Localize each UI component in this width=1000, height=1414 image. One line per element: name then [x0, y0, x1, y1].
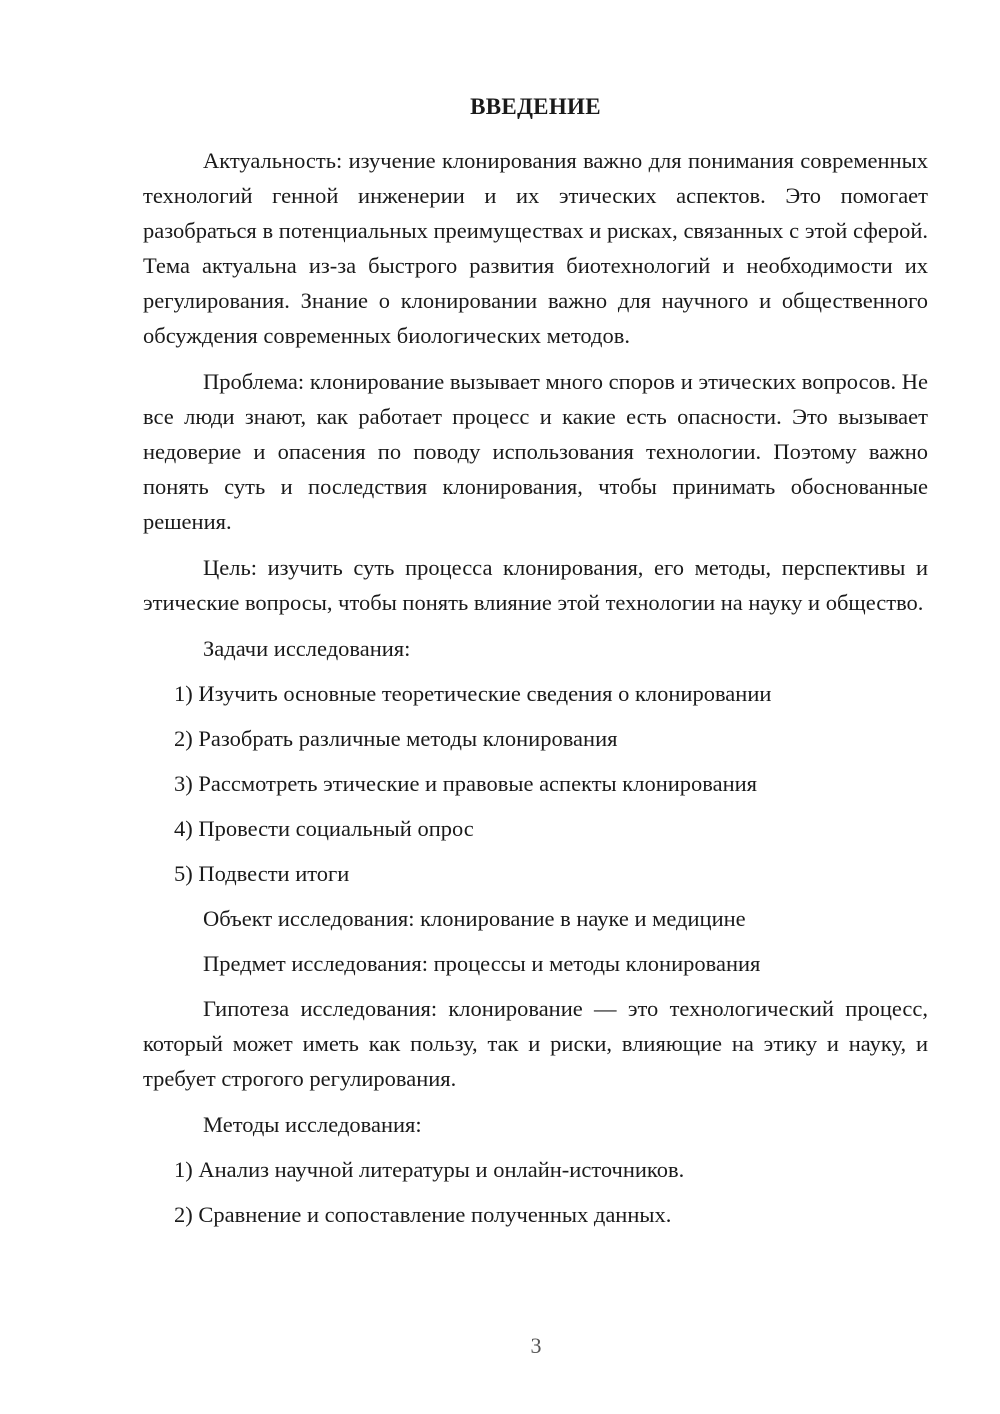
method-item: 2) Сравнение и сопоставление полученных данных.	[174, 1202, 672, 1227]
hypothesis-paragraph: Гипотеза исследования: клонирование — это технологический процесс, который может иметь как пользу, так и риски, влияющие на этику и науку, и требует строгого регулирования.	[143, 996, 928, 1091]
task-item: 3) Рассмотреть этические и правовые аспекты клонирования	[174, 771, 758, 796]
problem-paragraph: Проблема: клонирование вызывает много споров и этических вопросов. Не все люди знают, как работает процесс и какие есть опасности. Это вызывает недоверие и опасения по поводу использования технологии. Поэтому важно понять суть и последствия клонирования, чтобы принимать обоснованные решения.	[143, 369, 928, 534]
method-item: 1) Анализ научной литературы и онлайн-источников.	[174, 1157, 685, 1182]
task-item: 4) Провести социальный опрос	[174, 816, 474, 841]
relevance-paragraph: Актуальность: изучение клонирования важно для понимания современных технологий генной инженерии и их этических аспектов. Это помогает разобраться в потенциальных преимуществах и рисках, связанных с этой сферой. Тема актуальна из-за быстрого развития биотехнологий и необходимости их регулирования. Знание о клонировании важно для научного и общественного обсуждения современных биологических методов.	[143, 148, 928, 348]
subject-line: Предмет исследования: процессы и методы клонирования	[203, 951, 761, 976]
task-item: 2) Разобрать различные методы клонирования	[174, 726, 618, 751]
task-item: 1) Изучить основные теоретические сведения о клонировании	[174, 681, 772, 706]
page-title: ВВЕДЕНИЕ	[470, 94, 601, 119]
page-content	[143, 143, 928, 1242]
goal-paragraph: Цель: изучить суть процесса клонирования, его методы, перспективы и этические вопросы, чтобы понять влияние этой технологии на науку и общество.	[143, 555, 928, 615]
page-number: 3	[530, 1333, 542, 1358]
task-item: 5) Подвести итоги	[174, 861, 350, 886]
tasks-heading: Задачи исследования:	[203, 636, 411, 661]
object-line: Объект исследования: клонирование в науке и медицине	[203, 906, 746, 931]
methods-heading: Методы исследования:	[203, 1112, 422, 1137]
